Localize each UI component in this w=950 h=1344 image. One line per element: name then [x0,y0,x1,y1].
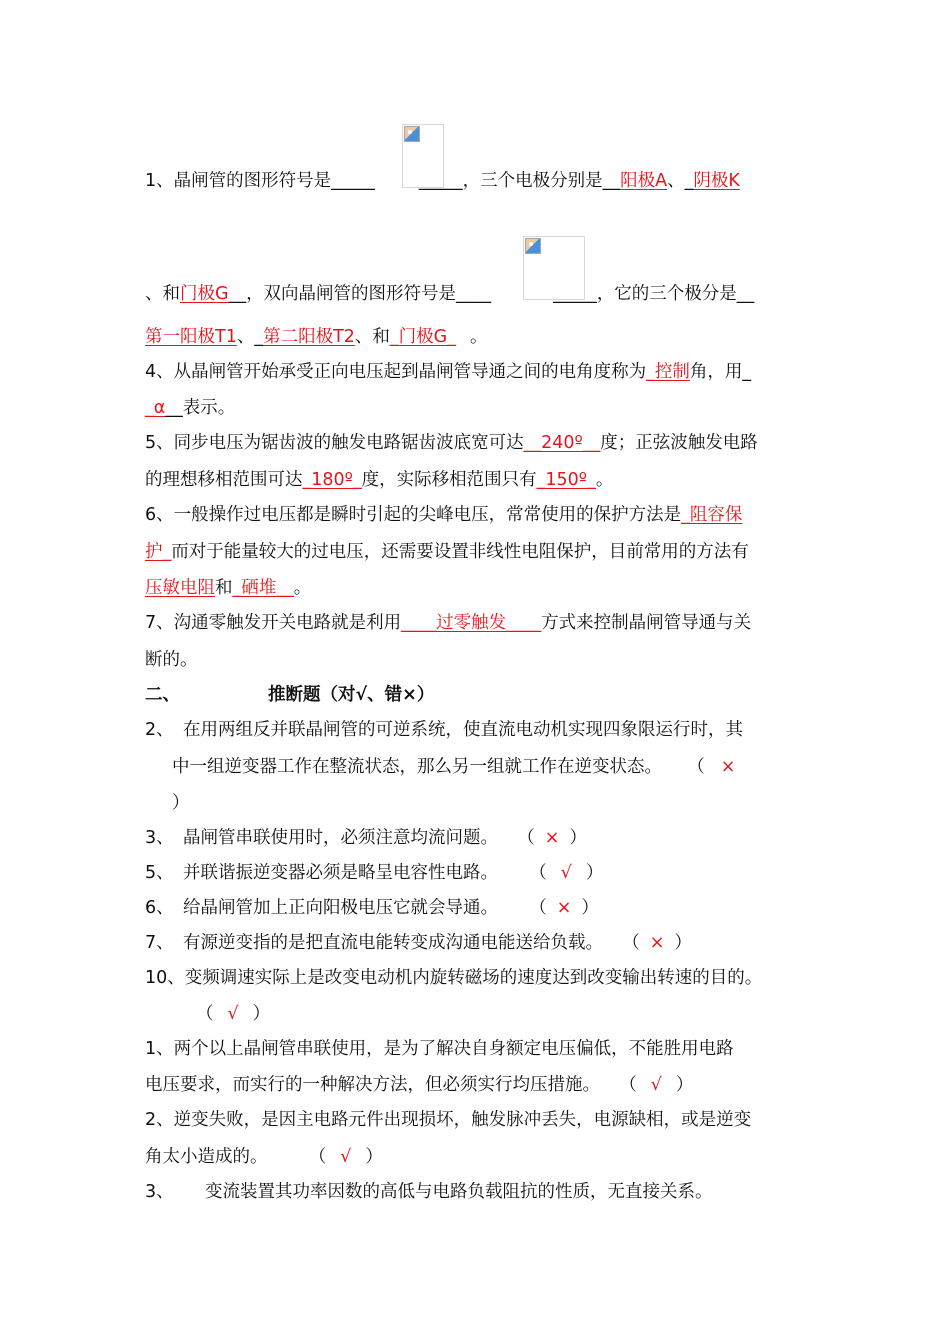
tf-item-text: 并联谐振逆变器必须是略呈电容性电路。 （ √ ） [183,863,604,883]
answer-150: _150º_ [536,470,596,490]
answer-rc-protect: _阻容保 [681,505,743,525]
answer-gate2: _门极G_ [389,327,456,347]
q4-line1: 4、从晶闸管开始承受正向电压起到晶闸管导通之间的电角度称为_控制角，用_ [145,362,752,382]
q1-line3: 第一阳极T1、_第二阳极T2、和_门极G_ 。 [145,327,488,347]
tf2-item-line2: 电压要求，而实行的一种解决方法，但必须实行均压措施。 （ √ ） [145,1075,694,1095]
broken-image-icon [404,126,420,142]
answer-selenium-stack: _硒堆__ [232,578,294,598]
q1-line1: 1、晶闸管的图形符号是_____ _____，三个电极分别是__阳极A、_阴极K [145,171,740,191]
tf2-item: 1、两个以上晶闸管串联使用，是为了解决自身额定电压偏低，不能胜用电路 [145,1039,734,1059]
tf-item-text: 晶闸管串联使用时，必须注意均流问题。 （ × ） [183,828,587,848]
q7-line1: 7、沟通零触发开关电路就是利用____过零触发____方式来控制晶闸管导通与关 [145,613,752,633]
answer-mark: × [649,933,665,953]
q1-line2: 、和门极G__，双向晶闸管的图形符号是____ _____，它的三个极分是__ [145,284,755,304]
answer-240: __240º__ [523,433,601,453]
answer-mark: × [556,898,572,918]
q5-line2: 的理想移相范围可达_180º_度，实际移相范围只有_150º_。 [145,470,614,490]
tf-item: 10、变频调速实际上是改变电动机内旋转磁场的速度达到改变输出转速的目的。 [145,968,763,988]
tf-item: 3、 [145,828,174,848]
q6-line2: 护_而对于能量较大的过电压，还需要设置非线性电阻保护，目前常用的方法有 [145,542,749,562]
answer-mark: × [720,757,736,777]
tf-item-close: ） [172,793,190,813]
q6-line3: 压敏电阻和_硒堆__。 [145,578,312,598]
tf2-item-line2: 角太小造成的。 （ √ ） [145,1147,383,1167]
answer-cathode: 阴极K [693,171,740,191]
q6-line1: 6、一般操作过电压都是瞬时引起的尖峰电压，常常使用的保护方法是_阻容保 [145,505,743,525]
tf-item-text: 有源逆变指的是把直流电能转变成沟通电能送给负载。 （ × ） [183,933,692,953]
tf2-item-text: 变流装置其功率因数的高低与电路负载阻抗的性质，无直接关系。 [205,1182,713,1202]
answer-alpha: _α [145,398,166,418]
broken-image-icon [525,238,541,254]
tf-item: 6、 [145,898,174,918]
answer-zero-crossing: ____过零触发____ [401,613,542,633]
answer-mark: √ [340,1147,352,1167]
answer-rc-protect-cont: 护_ [145,542,172,562]
q7-line2: 断的。 [145,650,198,670]
section-title: 推断题（对√、错×） [268,685,435,705]
q4-line2: _α__表示。 [145,398,236,418]
answer-mark: × [544,828,560,848]
tf2-item: 3、 [145,1182,174,1202]
answer-180: _180º_ [302,470,362,490]
answer-anode: 阳极A [620,171,668,191]
answer-mark: √ [227,1004,239,1024]
answer-mark: √ [560,863,572,883]
answer-t1: 第一阳极T1 [145,327,237,347]
tf2-item: 2、逆变失败，是因主电路元件出现损坏，触发脉冲丢失，电源缺相，或是逆变 [145,1110,752,1130]
section-heading: 二、 [145,685,180,705]
tf-item: 5、 [145,863,174,883]
q5-line1: 5、同步电压为锯齿波的触发电路锯齿波底宽可达__240º__度；正弦波触发电路 [145,433,758,453]
answer-varistor: 压敏电阻 [145,578,215,598]
tf-item-text: 给晶闸管加上正向阳极电压它就会导通。 （ × ） [183,898,599,918]
tf-item-answer: （ √ ） [196,1004,271,1024]
tf-item: 7、 [145,933,174,953]
answer-t2: 第二阳极T2 [263,327,355,347]
tf-item: 2、 [145,720,174,740]
answer-control: _控制 [646,362,690,382]
tf-item-text: 在用两组反并联晶闸管的可逆系统，使直流电动机实现四象限运行时，其 [183,720,743,740]
tf-item-text-2: 中一组逆变器工作在整流状态，那么另一组就工作在逆变状态。 （ × [172,757,736,777]
answer-mark: √ [650,1075,662,1095]
answer-gate: 门极G [180,284,229,304]
